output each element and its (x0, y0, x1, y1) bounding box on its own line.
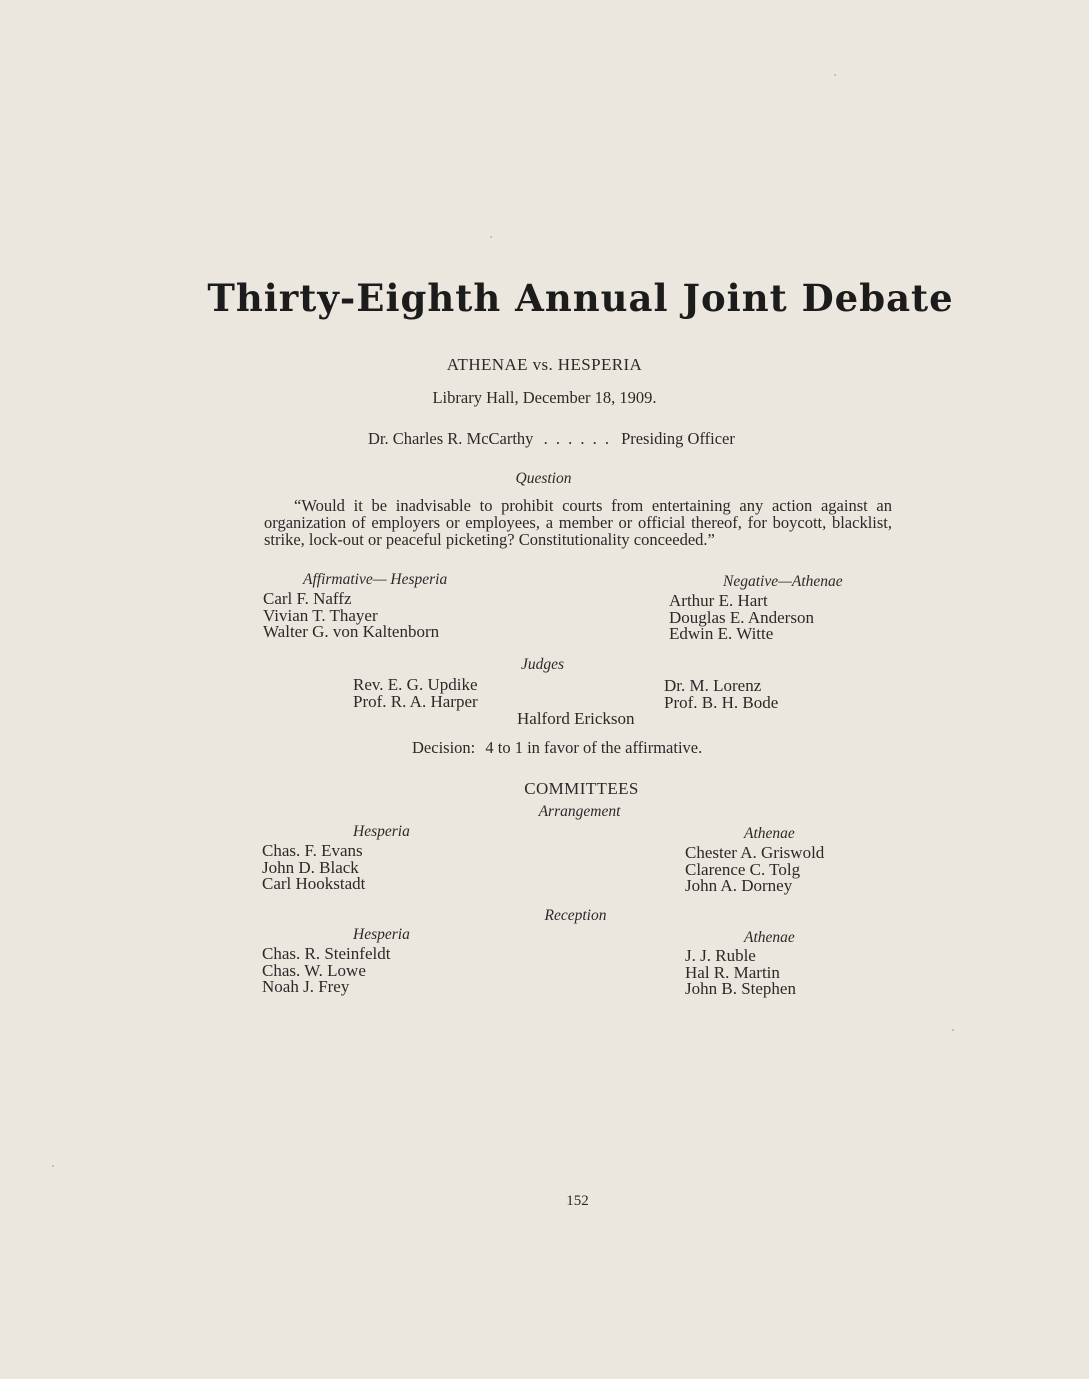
list-item: Clarence C. Tolg (685, 859, 801, 879)
question-body: “Would it be inadvisable to prohibit courts from entertaining any action against an organization of employers or employees, a member or official thereof, for boycott, blacklist, strike, lock-out or peaceful picketing? Constitutionality conceeded.” (264, 496, 892, 549)
matchup: ATHENAE vs. HESPERIA (446, 355, 643, 374)
paper-speck (52, 1165, 54, 1167)
presiding-role: Presiding Officer (621, 429, 735, 448)
venue-date: Library Hall, December 18, 1909. (432, 388, 657, 407)
list-item: Douglas E. Anderson (669, 607, 814, 627)
paper-speck (834, 74, 836, 76)
arrangement-athenae-members (685, 845, 824, 895)
decision-label: Decision: (412, 738, 476, 757)
reception-hesperia-members (262, 946, 390, 996)
paper-speck (952, 1029, 954, 1031)
page-title: Thirty-Eighth Annual Joint Debate (207, 276, 954, 320)
judges-left (353, 677, 478, 710)
list-item: Noah J. Frey (262, 977, 350, 996)
list-item: Carl F. Naffz (263, 589, 352, 608)
paper-speck (490, 236, 492, 238)
list-item: Hal R. Martin (685, 962, 780, 982)
list-item: Rev. E. G. Updike (353, 675, 478, 694)
judges-center: Halford Erickson (517, 709, 635, 728)
list-item: John A. Dorney (685, 876, 793, 895)
negative-members (669, 593, 814, 643)
decision-text: 4 to 1 in favor of the affirmative. (485, 738, 703, 757)
arrangement-hesperia-members (262, 843, 365, 893)
presiding-line (368, 429, 735, 449)
list-item: Vivian T. Thayer (263, 605, 378, 625)
judges-right (664, 678, 778, 711)
list-item: Chester A. Griswold (685, 843, 825, 862)
list-item: Dr. M. Lorenz (664, 676, 762, 695)
list-item: Edwin E. Witte (669, 624, 774, 643)
reception-heading: Reception (544, 907, 607, 924)
affirmative-members (263, 591, 439, 641)
question-text (264, 497, 892, 548)
presiding-name: Dr. Charles R. McCarthy (368, 429, 534, 448)
presiding-leader: . . . . . . (543, 429, 611, 448)
list-item: Prof. B. H. Bode (664, 692, 779, 712)
list-item: Arthur E. Hart (669, 591, 768, 610)
reception-hesperia-heading: Hesperia (353, 926, 410, 943)
list-item: Prof. R. A. Harper (353, 691, 478, 711)
question-heading: Question (515, 470, 572, 487)
list-item: John B. Stephen (685, 979, 796, 998)
list-item: John D. Black (262, 857, 359, 877)
arrangement-athenae-heading: Athenae (744, 825, 795, 842)
negative-heading: Negative—Athenae (723, 573, 843, 590)
list-item: Walter G. von Kaltenborn (263, 622, 440, 641)
judges-heading: Judges (520, 656, 565, 673)
reception-athenae-heading: Athenae (744, 929, 795, 946)
arrangement-hesperia-heading: Hesperia (353, 823, 410, 840)
arrangement-heading: Arrangement (538, 803, 621, 820)
decision-line (412, 738, 702, 758)
affirmative-heading: Affirmative— Hesperia (303, 571, 448, 588)
list-item: Chas. F. Evans (262, 841, 363, 860)
list-item: Chas. R. Steinfeldt (262, 944, 391, 963)
list-item: Chas. W. Lowe (262, 960, 366, 980)
list-item: Carl Hookstadt (262, 874, 366, 893)
committees-heading: COMMITTEES (524, 779, 639, 798)
page-number: 152 (566, 1193, 589, 1209)
reception-athenae-members (685, 948, 796, 998)
list-item: J. J. Ruble (685, 946, 756, 965)
